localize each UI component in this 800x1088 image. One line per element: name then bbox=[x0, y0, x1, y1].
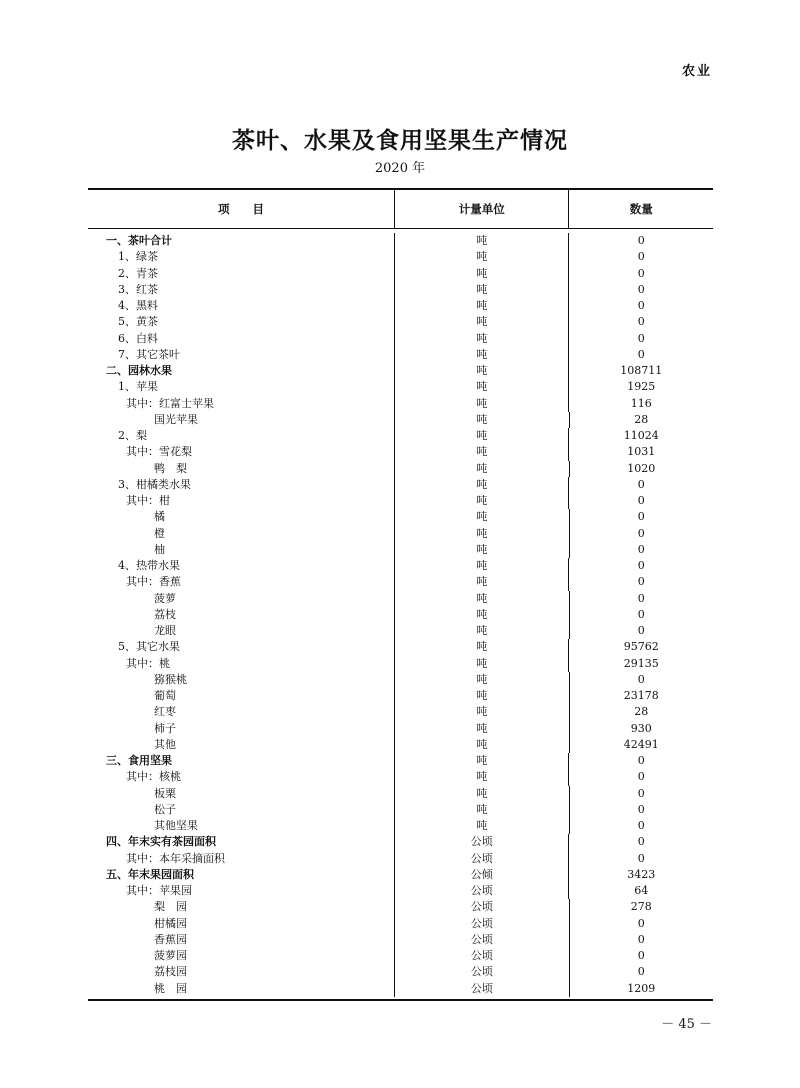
table-row bbox=[88, 412, 713, 428]
row-value: 0 bbox=[569, 932, 713, 948]
row-value: 28 bbox=[569, 704, 713, 720]
row-value: 930 bbox=[569, 721, 713, 737]
row-item: 一、茶叶合计 bbox=[106, 234, 172, 247]
row-item: 其他 bbox=[154, 737, 176, 751]
table-row bbox=[88, 883, 713, 899]
row-unit: 吨 bbox=[394, 396, 568, 412]
row-unit: 公顷 bbox=[394, 964, 568, 980]
table-row bbox=[88, 656, 713, 672]
row-value: 0 bbox=[568, 249, 713, 265]
row-unit: 吨 bbox=[394, 656, 568, 672]
row-unit: 吨 bbox=[394, 737, 568, 753]
table-row bbox=[88, 818, 713, 834]
table-row bbox=[88, 607, 713, 623]
row-unit: 公顷 bbox=[394, 981, 568, 997]
table-row bbox=[88, 298, 713, 314]
row-value: 0 bbox=[568, 314, 713, 330]
row-value: 0 bbox=[569, 526, 713, 542]
table-row bbox=[88, 331, 713, 347]
table-row bbox=[88, 769, 713, 785]
row-value: 0 bbox=[568, 282, 713, 298]
row-unit: 吨 bbox=[394, 477, 568, 493]
page-title: 茶叶、水果及食用坚果生产情况 bbox=[232, 128, 568, 154]
row-item: 4、黑料 bbox=[118, 299, 158, 312]
row-unit: 吨 bbox=[394, 266, 568, 282]
table-body bbox=[88, 229, 713, 999]
row-unit: 吨 bbox=[394, 558, 568, 574]
row-item: 梨 园 bbox=[154, 900, 187, 914]
table-row bbox=[88, 688, 713, 704]
table-row bbox=[88, 867, 713, 883]
row-value: 11024 bbox=[568, 428, 713, 444]
row-item: 香蕉园 bbox=[154, 932, 187, 946]
row-unit: 吨 bbox=[394, 607, 568, 623]
row-value: 0 bbox=[569, 948, 713, 964]
row-unit: 吨 bbox=[394, 704, 568, 720]
row-value: 0 bbox=[568, 558, 713, 574]
table-row bbox=[88, 834, 713, 850]
row-item: 其中：桃 bbox=[126, 656, 170, 670]
table-header bbox=[88, 190, 713, 229]
row-unit: 吨 bbox=[394, 672, 568, 688]
row-unit: 吨 bbox=[394, 461, 568, 477]
row-value: 23178 bbox=[569, 688, 713, 704]
table-row bbox=[88, 591, 713, 607]
row-item: 其中：红富士苹果 bbox=[126, 396, 214, 410]
row-unit: 吨 bbox=[394, 347, 568, 363]
table-row bbox=[88, 737, 713, 753]
row-unit: 吨 bbox=[394, 249, 568, 265]
row-unit: 吨 bbox=[394, 526, 568, 542]
table-row bbox=[88, 623, 713, 639]
row-item: 5、其它水果 bbox=[118, 640, 180, 654]
table-row bbox=[88, 461, 713, 477]
row-unit: 公倾 bbox=[394, 867, 568, 883]
row-unit: 公顷 bbox=[394, 899, 568, 915]
row-value: 108711 bbox=[568, 363, 713, 379]
row-item: 二、园林水果 bbox=[106, 364, 172, 377]
row-item: 柚 bbox=[154, 542, 165, 556]
row-item: 2、青茶 bbox=[118, 266, 158, 280]
row-unit: 吨 bbox=[394, 509, 568, 525]
row-value: 95762 bbox=[568, 639, 713, 655]
row-value: 0 bbox=[569, 623, 713, 639]
row-value: 0 bbox=[569, 509, 713, 525]
table-row bbox=[88, 233, 713, 249]
row-unit: 吨 bbox=[394, 314, 568, 330]
row-value: 1209 bbox=[569, 981, 713, 997]
row-item: 松子 bbox=[154, 802, 176, 816]
row-value: 0 bbox=[569, 802, 713, 818]
table-row bbox=[88, 899, 713, 915]
row-value: 28 bbox=[569, 412, 713, 428]
table-row bbox=[88, 851, 713, 867]
row-unit: 吨 bbox=[394, 688, 568, 704]
table-row bbox=[88, 802, 713, 818]
row-value: 29135 bbox=[568, 656, 713, 672]
row-unit: 吨 bbox=[394, 591, 568, 607]
row-value: 64 bbox=[568, 883, 713, 899]
row-value: 278 bbox=[569, 899, 713, 915]
row-item: 桃 园 bbox=[154, 981, 187, 995]
row-unit: 公顷 bbox=[394, 932, 568, 948]
row-unit: 公顷 bbox=[394, 916, 568, 932]
table-row bbox=[88, 704, 713, 720]
row-item: 板栗 bbox=[154, 786, 176, 800]
row-item: 2、梨 bbox=[118, 429, 147, 442]
row-item: 菠萝园 bbox=[154, 949, 187, 962]
row-item: 5、黄茶 bbox=[118, 315, 158, 329]
table-row bbox=[88, 509, 713, 525]
row-item: 1、绿茶 bbox=[118, 250, 158, 264]
row-item: 柑橘园 bbox=[154, 916, 187, 930]
table-row bbox=[88, 542, 713, 558]
row-item: 3、柑橘类水果 bbox=[118, 477, 191, 491]
row-unit: 吨 bbox=[394, 623, 568, 639]
row-item: 荔枝 bbox=[154, 607, 176, 621]
table-row bbox=[88, 981, 713, 997]
row-value: 0 bbox=[568, 298, 713, 314]
row-item: 其中：雪花梨 bbox=[126, 445, 192, 459]
table-row bbox=[88, 493, 713, 509]
table-row bbox=[88, 347, 713, 363]
row-unit: 吨 bbox=[394, 542, 568, 558]
page-subtitle: 2020 年 bbox=[374, 161, 426, 176]
row-item: 其中：本年采摘面积 bbox=[126, 851, 225, 865]
row-unit: 吨 bbox=[394, 282, 568, 298]
column-header-value: 数量 bbox=[568, 190, 713, 228]
row-value: 0 bbox=[568, 233, 713, 249]
row-value: 3423 bbox=[568, 867, 713, 883]
column-header-unit: 计量单位 bbox=[394, 190, 568, 228]
row-unit: 吨 bbox=[394, 298, 568, 314]
row-value: 116 bbox=[568, 396, 713, 412]
row-item: 其中：香蕉 bbox=[126, 575, 181, 589]
row-value: 0 bbox=[569, 607, 713, 623]
table-row bbox=[88, 477, 713, 493]
table-row bbox=[88, 932, 713, 948]
table-row bbox=[88, 396, 713, 412]
row-item: 橙 bbox=[154, 526, 165, 540]
row-value: 0 bbox=[568, 347, 713, 363]
table-row bbox=[88, 672, 713, 688]
table-row bbox=[88, 721, 713, 737]
table-row bbox=[88, 444, 713, 460]
row-value: 0 bbox=[569, 818, 713, 834]
row-unit: 公顷 bbox=[394, 883, 568, 899]
row-item: 国光苹果 bbox=[154, 412, 198, 426]
row-unit: 吨 bbox=[394, 802, 568, 818]
table-row bbox=[88, 314, 713, 330]
row-item: 三、食用坚果 bbox=[106, 754, 172, 767]
section-label: 农业 bbox=[681, 64, 712, 79]
row-value: 0 bbox=[568, 753, 713, 769]
row-item: 7、其它茶叶 bbox=[118, 347, 180, 361]
table-row bbox=[88, 249, 713, 265]
row-item: 红枣 bbox=[154, 705, 176, 719]
row-unit: 公顷 bbox=[394, 834, 568, 850]
row-value: 0 bbox=[569, 672, 713, 688]
row-value: 0 bbox=[568, 574, 713, 590]
row-value: 0 bbox=[569, 786, 713, 802]
row-item: 1、苹果 bbox=[118, 380, 158, 394]
row-value: 0 bbox=[568, 834, 713, 850]
row-unit: 吨 bbox=[394, 428, 568, 444]
table-row bbox=[88, 948, 713, 964]
row-unit: 公顷 bbox=[394, 851, 568, 867]
row-item: 菠萝 bbox=[154, 591, 176, 605]
table-row bbox=[88, 574, 713, 590]
row-item: 其中：核桃 bbox=[126, 770, 181, 784]
row-unit: 吨 bbox=[394, 363, 568, 379]
row-unit: 吨 bbox=[394, 769, 568, 785]
row-value: 0 bbox=[569, 916, 713, 932]
row-value: 1031 bbox=[568, 444, 713, 460]
row-unit: 吨 bbox=[394, 493, 568, 509]
table-row bbox=[88, 428, 713, 444]
row-item: 6、白料 bbox=[118, 331, 158, 345]
row-unit: 吨 bbox=[394, 753, 568, 769]
row-value: 0 bbox=[569, 542, 713, 558]
column-header-item: 项 目 bbox=[218, 202, 264, 216]
data-table bbox=[88, 188, 713, 1001]
row-value: 0 bbox=[568, 477, 713, 493]
row-unit: 吨 bbox=[394, 818, 568, 834]
row-unit: 公顷 bbox=[394, 948, 568, 964]
row-unit: 吨 bbox=[394, 233, 568, 249]
row-item: 葡萄 bbox=[154, 689, 176, 702]
row-item: 龙眼 bbox=[154, 624, 176, 637]
row-unit: 吨 bbox=[394, 574, 568, 590]
row-item: 荔枝园 bbox=[154, 965, 187, 979]
table-row bbox=[88, 639, 713, 655]
row-item: 3、红茶 bbox=[118, 282, 158, 296]
table-row bbox=[88, 916, 713, 932]
row-unit: 吨 bbox=[394, 331, 568, 347]
table-row bbox=[88, 558, 713, 574]
row-value: 42491 bbox=[569, 737, 713, 753]
table-row bbox=[88, 379, 713, 395]
table-row bbox=[88, 266, 713, 282]
row-item: 其中：柑 bbox=[126, 494, 170, 507]
row-value: 0 bbox=[568, 266, 713, 282]
row-unit: 吨 bbox=[394, 786, 568, 802]
row-item: 四、年末实有茶园面积 bbox=[106, 835, 216, 849]
row-value: 1925 bbox=[568, 379, 713, 395]
row-item: 鸭 梨 bbox=[154, 461, 187, 475]
row-value: 0 bbox=[569, 591, 713, 607]
table-row bbox=[88, 964, 713, 980]
row-value: 0 bbox=[568, 493, 713, 509]
row-unit: 吨 bbox=[394, 639, 568, 655]
row-value: 0 bbox=[569, 964, 713, 980]
row-item: 4、热带水果 bbox=[118, 559, 180, 572]
row-unit: 吨 bbox=[394, 721, 568, 737]
row-value: 1020 bbox=[569, 461, 713, 477]
table-row bbox=[88, 282, 713, 298]
row-item: 其他坚果 bbox=[154, 819, 198, 832]
table-row bbox=[88, 753, 713, 769]
row-value: 0 bbox=[568, 769, 713, 785]
table-row bbox=[88, 526, 713, 542]
table-row bbox=[88, 363, 713, 379]
row-item: 猕猴桃 bbox=[154, 672, 187, 686]
table-row bbox=[88, 786, 713, 802]
row-unit: 吨 bbox=[394, 412, 568, 428]
table-bottom-rule bbox=[88, 999, 713, 1001]
page-number: － 45 － bbox=[661, 1017, 712, 1032]
row-unit: 吨 bbox=[394, 444, 568, 460]
row-value: 0 bbox=[568, 331, 713, 347]
row-item: 柿子 bbox=[154, 721, 176, 735]
row-unit: 吨 bbox=[394, 379, 568, 395]
row-value: 0 bbox=[568, 851, 713, 867]
row-item: 五、年末果园面积 bbox=[106, 867, 194, 881]
row-item: 橘 bbox=[154, 510, 165, 524]
row-item: 其中：苹果园 bbox=[126, 884, 192, 897]
